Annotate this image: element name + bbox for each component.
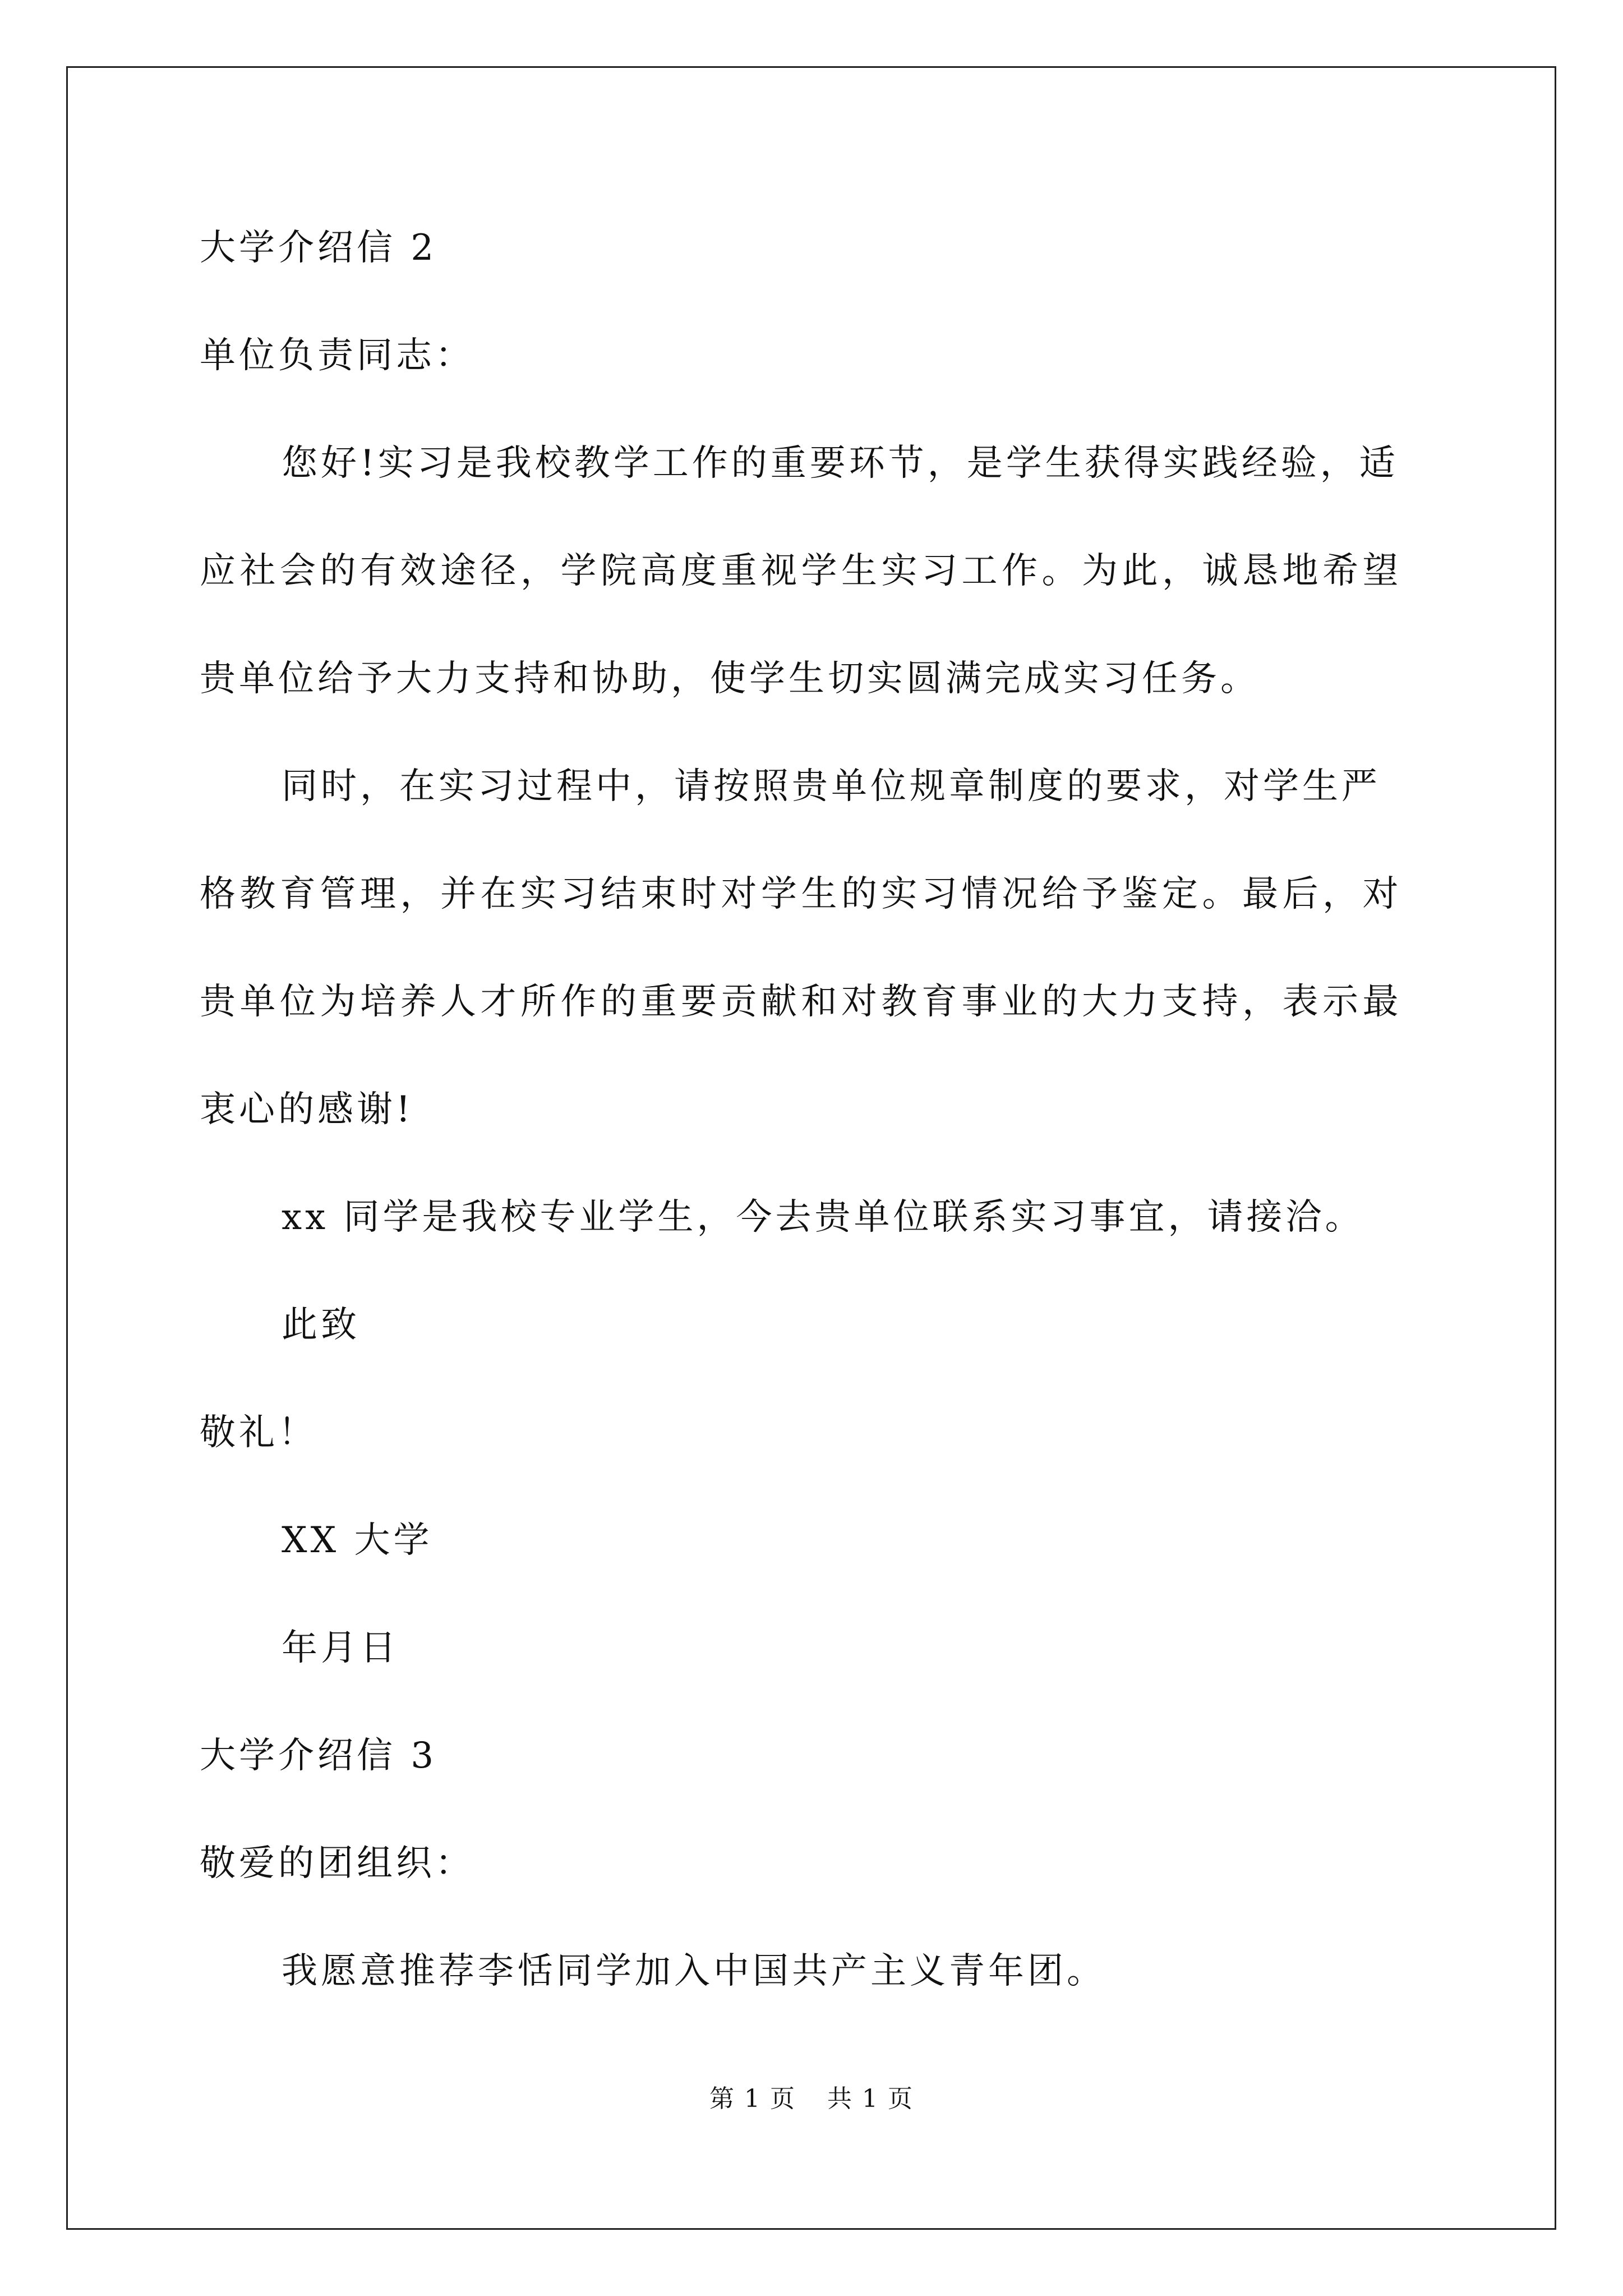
section-title-3: 大学介绍信 3 [200, 1735, 437, 1777]
paragraph-line: 同时，在实习过程中，请按照贵单位规章制度的要求，对学生严 [282, 766, 1381, 807]
signature-date: 年月日 [282, 1627, 399, 1669]
closing-salute: 敬礼！ [200, 1412, 317, 1453]
paragraph-line: 贵单位给予大力支持和协助，使学生切实圆满完成实习任务。 [200, 658, 1260, 700]
page-footer [0, 2082, 1623, 2116]
paragraph-line: 衷心的感谢! [200, 1089, 414, 1130]
closing-phrase: 此致 [282, 1304, 360, 1346]
paragraph-line: xx 同学是我校专业学生，今去贵单位联系实习事宜，请接洽。 [282, 1197, 1364, 1238]
page-number: 第 1 页 [709, 2085, 796, 2113]
paragraph-line: 应社会的有效途径，学院高度重视学生实习工作。为此，诚恳地希望 [200, 550, 1403, 592]
paragraph-line: 您好!实习是我校教学工作的重要环节，是学生获得实践经验，适 [282, 443, 1399, 484]
paragraph-line: 格教育管理，并在实习结束时对学生的实习情况给予鉴定。最后，对 [200, 873, 1403, 915]
paragraph-line: 贵单位为培养人才所作的重要贡献和对教育事业的大力支持，表示最 [200, 981, 1403, 1023]
page-total: 共 1 页 [827, 2085, 914, 2113]
signature-university: XX 大学 [282, 1520, 433, 1561]
salutation: 单位负责同志： [200, 335, 474, 376]
paragraph-line: 我愿意推荐李恬同学加入中国共产主义青年团。 [282, 1950, 1106, 1992]
section-title-2: 大学介绍信 2 [200, 227, 437, 269]
page-frame [66, 66, 1556, 2230]
salutation: 敬爱的团组织： [200, 1843, 474, 1884]
